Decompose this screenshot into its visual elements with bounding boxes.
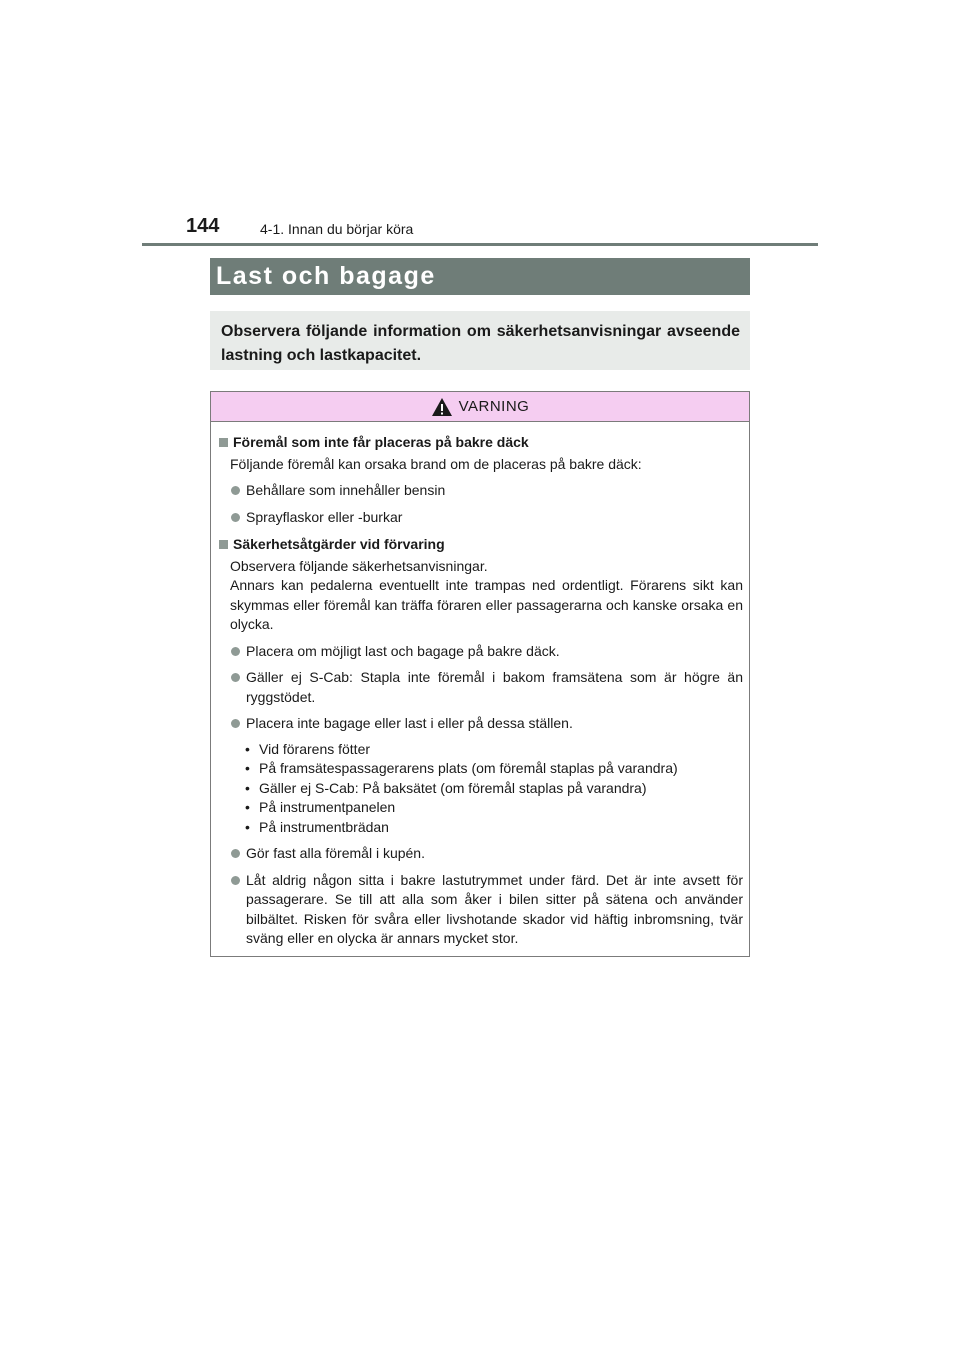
warning-header (211, 392, 749, 422)
list-item (217, 844, 743, 864)
list-item (217, 714, 743, 734)
round-bullet-icon (231, 647, 240, 656)
round-bullet-icon (231, 673, 240, 682)
section-heading (217, 535, 743, 555)
square-bullet-icon (219, 438, 228, 447)
round-bullet-icon (231, 486, 240, 495)
section-paragraph: Följande föremål kan orsaka brand om de placeras på bakre däck: (230, 455, 642, 472)
header-rule (142, 243, 818, 246)
list-item (217, 642, 743, 662)
sub-list-item-text: På instrumentbrädan (259, 818, 389, 835)
section-path: 4-1. Innan du börjar köra (260, 221, 414, 237)
sub-list-item: • På instrumentbrädan (245, 818, 743, 838)
warning-label: VARNING (458, 398, 530, 415)
page-number: 144 (186, 215, 220, 237)
list-item-text: Placera om möjligt last och bagage på bakre däck. (246, 642, 560, 659)
sub-list-item-text: På instrumentpanelen (259, 799, 396, 815)
intro-box: Observera följande information om säkerhetsanvisningar avseende lastning och lastkapacitet. (210, 311, 750, 370)
sub-list-item-text: Vid förarens fötter (259, 740, 371, 757)
sub-list-item-text: På framsätespassagerarens plats (om föremål staplas på varandra) (259, 760, 678, 776)
list-item-text: Låt aldrig någon sitta i bakre lastutrymmet under färd. Det är inte avsett för passagerare. Se till att alla som åker i bilen sitter på sätena och använder bilbältet. Risken för svåra eller livshotande skador vid häftig inbromsning, tvär sväng eller en olycka är annars mycket stor. (246, 871, 743, 946)
sub-list-item-text: Gäller ej S-Cab: På baksätet (om föremål staplas på varandra) (259, 779, 647, 796)
sub-list-item: • På instrumentpanelen (245, 798, 743, 818)
sub-list-item: • Gäller ej S-Cab: På baksätet (om föremål staplas på varandra) (245, 779, 743, 799)
list-item (217, 668, 743, 707)
section-paragraph: Observera följande säkerhetsanvisningar. (230, 557, 488, 574)
sub-list-item: • På framsätespassagerarens plats (om föremål staplas på varandra) (245, 759, 743, 779)
list-item-text: Placera inte bagage eller last i eller på dessa ställen. (246, 715, 573, 731)
page-title: Last och bagage (216, 262, 436, 290)
round-bullet-icon (231, 876, 240, 885)
square-bullet-icon (219, 540, 228, 549)
list-item (217, 481, 743, 501)
list-item-text: Gör fast alla föremål i kupén. (246, 845, 425, 861)
list-item (217, 508, 743, 528)
round-bullet-icon (231, 849, 240, 858)
list-item (217, 871, 743, 949)
title-bar (210, 258, 750, 295)
section-heading-text: Säkerhetsåtgärder vid förvaring (233, 536, 445, 552)
section-heading-text: Föremål som inte får placeras på bakre däck (233, 434, 529, 450)
warning-box (210, 391, 750, 957)
warning-body (211, 422, 749, 949)
warning-triangle-icon (431, 397, 453, 417)
round-bullet-icon (231, 719, 240, 728)
list-item-text: Behållare som innehåller bensin (246, 482, 446, 498)
section-heading (217, 433, 743, 453)
sub-list-item: • Vid förarens fötter (245, 740, 743, 760)
list-item-text: Sprayflaskor eller -burkar (246, 508, 403, 525)
round-bullet-icon (231, 513, 240, 522)
list-item-text: Gäller ej S-Cab: Stapla inte föremål i bakom framsätena som är högre än ryggstödet. (246, 669, 743, 705)
sub-list (217, 740, 743, 838)
section-paragraph: Annars kan pedalerna eventuellt inte trampas ned ordentligt. Förarens sikt kan skymmas eller föremål kan träffa föraren eller passagerarna och kanske orsaka en olycka. (230, 577, 743, 632)
